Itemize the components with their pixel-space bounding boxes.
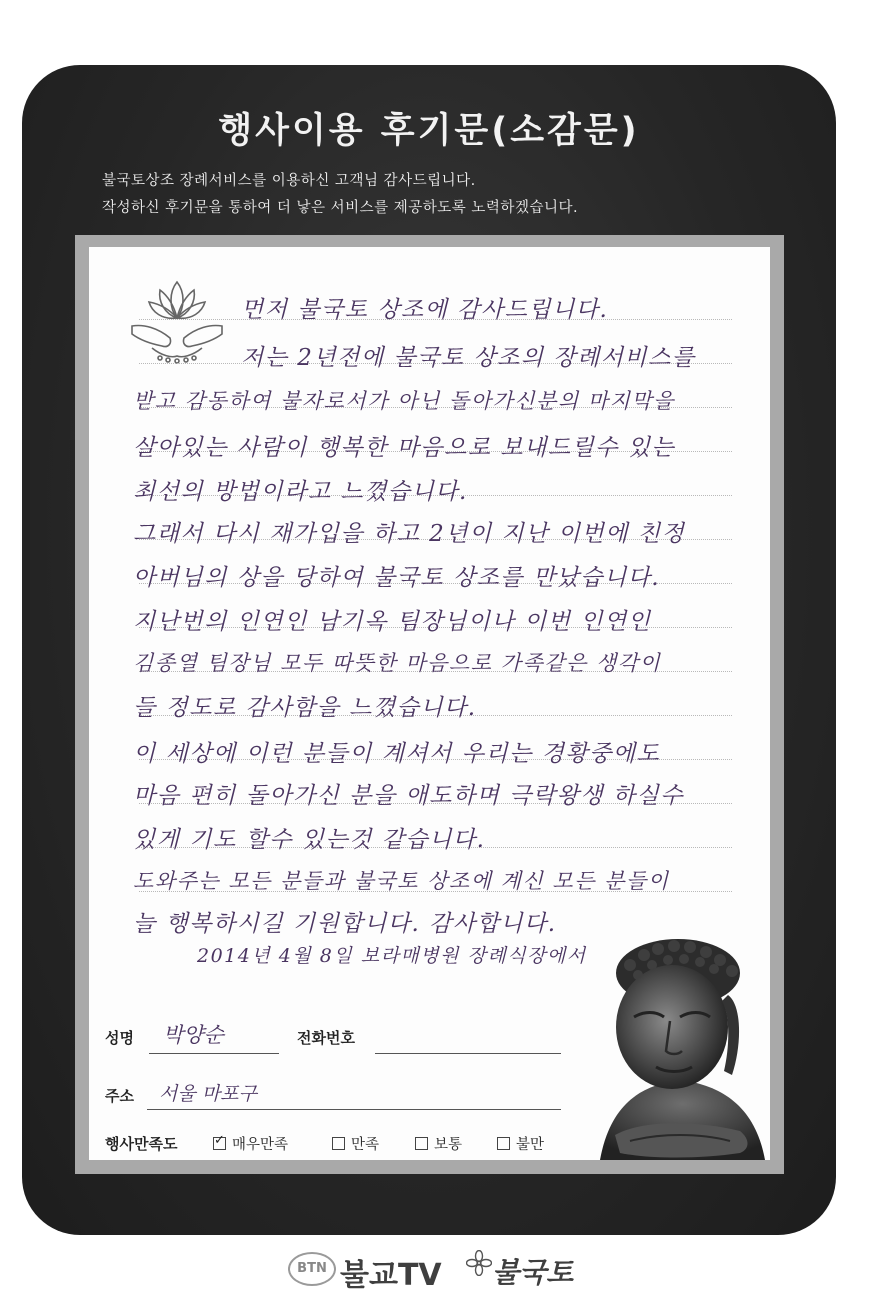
letter-line: 받고 감동하여 불자로서가 아닌 돌아가신분의 마지막을 bbox=[133, 389, 675, 413]
option-very-satisfied[interactable]: ✓ 매우만족 bbox=[213, 1133, 288, 1154]
letter-line: 있게 기도 할수 있는것 같습니다. bbox=[133, 827, 486, 853]
option-dissatisfied[interactable]: 불만 bbox=[497, 1133, 544, 1154]
phone-field[interactable] bbox=[375, 1053, 561, 1054]
footer-logos bbox=[0, 1250, 869, 1293]
letter-line: 마음 편히 돌아가신 분을 애도하며 극락왕생 하실수 bbox=[133, 783, 684, 809]
letter-line: 김종열 팀장님 모두 따뜻한 마음으로 가족같은 생각이 bbox=[133, 651, 662, 675]
flower-logo-icon bbox=[466, 1250, 492, 1276]
letter-line: 저는 2년전에 불국토 상조의 장례서비스를 bbox=[241, 345, 696, 371]
checkbox-checked-icon[interactable] bbox=[213, 1137, 226, 1150]
intro-line-1: 불국토상조 장례서비스를 이용하신 고객님 감사드립니다. bbox=[102, 173, 476, 189]
option-average[interactable]: 보통 bbox=[415, 1133, 462, 1154]
name-field[interactable]: 박양순 bbox=[163, 1023, 224, 1047]
checkbox-icon[interactable] bbox=[415, 1137, 428, 1150]
letter-line: 최선의 방법이라고 느꼈습니다. bbox=[133, 479, 468, 505]
form-panel bbox=[75, 235, 784, 1174]
letter-line: 지난번의 인연인 남기옥 팀장님이나 이번 인연인 bbox=[133, 609, 652, 635]
address-field[interactable]: 서울 마포구 bbox=[159, 1083, 257, 1105]
letter-line: 도와주는 모든 분들과 불국토 상조에 계신 모든 분들이 bbox=[133, 869, 670, 893]
option-satisfied[interactable]: 만족 bbox=[332, 1133, 379, 1154]
letter-line: 이 세상에 이런 분들이 계셔서 우리는 경황중에도 bbox=[133, 741, 661, 767]
brand-bulgukto: 불국토 bbox=[492, 1256, 574, 1289]
checkbox-icon[interactable] bbox=[332, 1137, 345, 1150]
letter-signature: 2014년 4월 8일 보라매병원 장례식장에서 bbox=[197, 945, 587, 967]
page-title: 행사이용 후기문(소감문) bbox=[218, 111, 640, 151]
letter-paper bbox=[89, 247, 770, 1160]
intro-line-2: 작성하신 후기문을 통하여 더 낳은 서비스를 제공하도록 노력하겠습니다. bbox=[102, 200, 579, 216]
letter-line: 늘 행복하시길 기원합니다. 감사합니다. bbox=[133, 911, 557, 937]
letter-line: 먼저 불국토 상조에 감사드립니다. bbox=[241, 297, 609, 323]
btn-logo: BTN bbox=[288, 1252, 336, 1286]
name-label: 성명 bbox=[105, 1029, 134, 1047]
letter-line: 아버님의 상을 당하여 불국토 상조를 만났습니다. bbox=[133, 565, 661, 591]
address-label: 주소 bbox=[105, 1087, 134, 1105]
review-card bbox=[22, 65, 836, 1235]
address-field-line bbox=[147, 1109, 561, 1110]
name-field-line bbox=[149, 1053, 279, 1054]
satisfaction-label: 행사만족도 bbox=[105, 1135, 178, 1153]
letter-line: 살아있는 사람이 행복한 마음으로 보내드릴수 있는 bbox=[133, 435, 676, 461]
letter-line: 그래서 다시 재가입을 하고 2년이 지난 이번에 친정 bbox=[133, 521, 686, 547]
letter-line: 들 정도로 감사함을 느꼈습니다. bbox=[133, 695, 477, 721]
lotus-hands-icon bbox=[122, 274, 232, 366]
checkbox-icon[interactable] bbox=[497, 1137, 510, 1150]
phone-label: 전화번호 bbox=[297, 1029, 355, 1047]
brand-buddhist-tv: 불교TV bbox=[340, 1258, 442, 1293]
buddha-statue-image bbox=[590, 935, 770, 1160]
